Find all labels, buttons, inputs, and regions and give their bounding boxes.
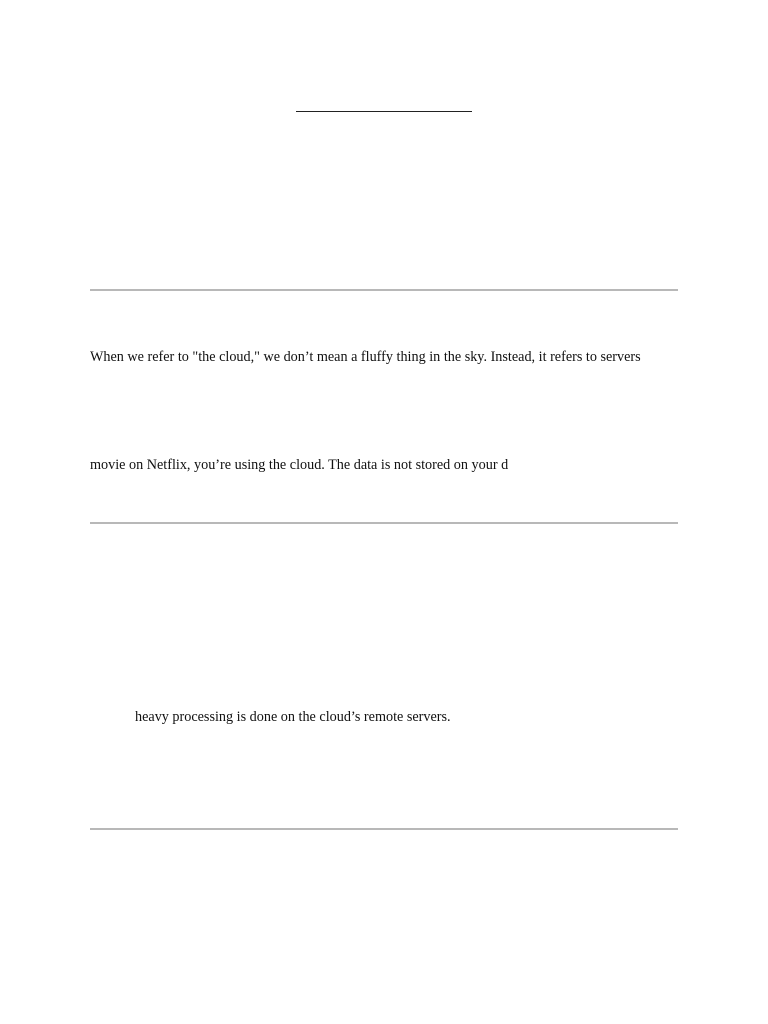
paragraph-line-3: heavy processing is done on the cloud’s remote servers.	[135, 709, 451, 725]
section-divider-2	[90, 522, 678, 524]
paragraph-line-2: movie on Netflix, you’re using the cloud. The data is not stored on your d	[90, 457, 509, 473]
paragraph-line-1: When we refer to "the cloud," we don’t mean a fluffy thing in the sky. Instead, it refers to servers	[90, 349, 641, 365]
section-divider-3	[90, 828, 678, 830]
section-divider-1	[90, 289, 678, 291]
title-underline	[296, 111, 472, 112]
